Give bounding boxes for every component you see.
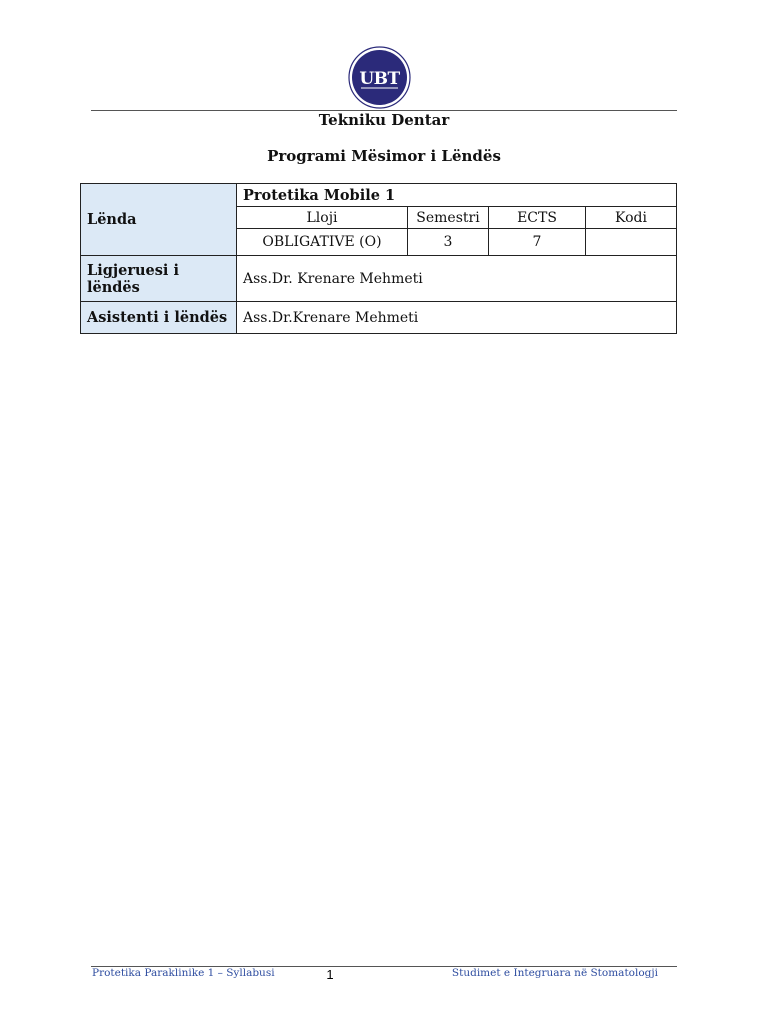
col-header-ects: ECTS xyxy=(489,207,586,229)
ubt-logo xyxy=(348,46,411,109)
course-info-table xyxy=(80,183,677,334)
page-title: Tekniku Dentar xyxy=(318,111,450,129)
assistant-value: Ass.Dr.Krenare Mehmeti xyxy=(237,302,677,334)
page-subtitle: Programi Mësimor i Lëndës xyxy=(267,147,501,165)
assistant-label: Asistenti i lëndës xyxy=(81,302,237,334)
lenda-label: Lënda xyxy=(81,184,237,256)
logo-text: UBT xyxy=(359,69,400,89)
table-row xyxy=(81,184,677,207)
lecturer-label: Ligjeruesi i lëndës xyxy=(81,256,237,302)
value-kodi xyxy=(586,229,677,256)
value-lloji: OBLIGATIVE (O) xyxy=(237,229,408,256)
col-header-kodi: Kodi xyxy=(586,207,677,229)
value-ects: 7 xyxy=(489,229,586,256)
page-number: 1 xyxy=(326,967,334,982)
value-semestri: 3 xyxy=(408,229,489,256)
table-row xyxy=(81,302,677,334)
table-row xyxy=(81,256,677,302)
footer-right: Studimet e Integruara në Stomatologji xyxy=(451,967,658,979)
col-header-semestri: Semestri xyxy=(408,207,489,229)
course-name: Protetika Mobile 1 xyxy=(237,184,677,207)
col-header-lloji: Lloji xyxy=(237,207,408,229)
lecturer-value: Ass.Dr. Krenare Mehmeti xyxy=(237,256,677,302)
footer-left: Protetika Paraklinike 1 – Syllabusi xyxy=(92,967,275,979)
